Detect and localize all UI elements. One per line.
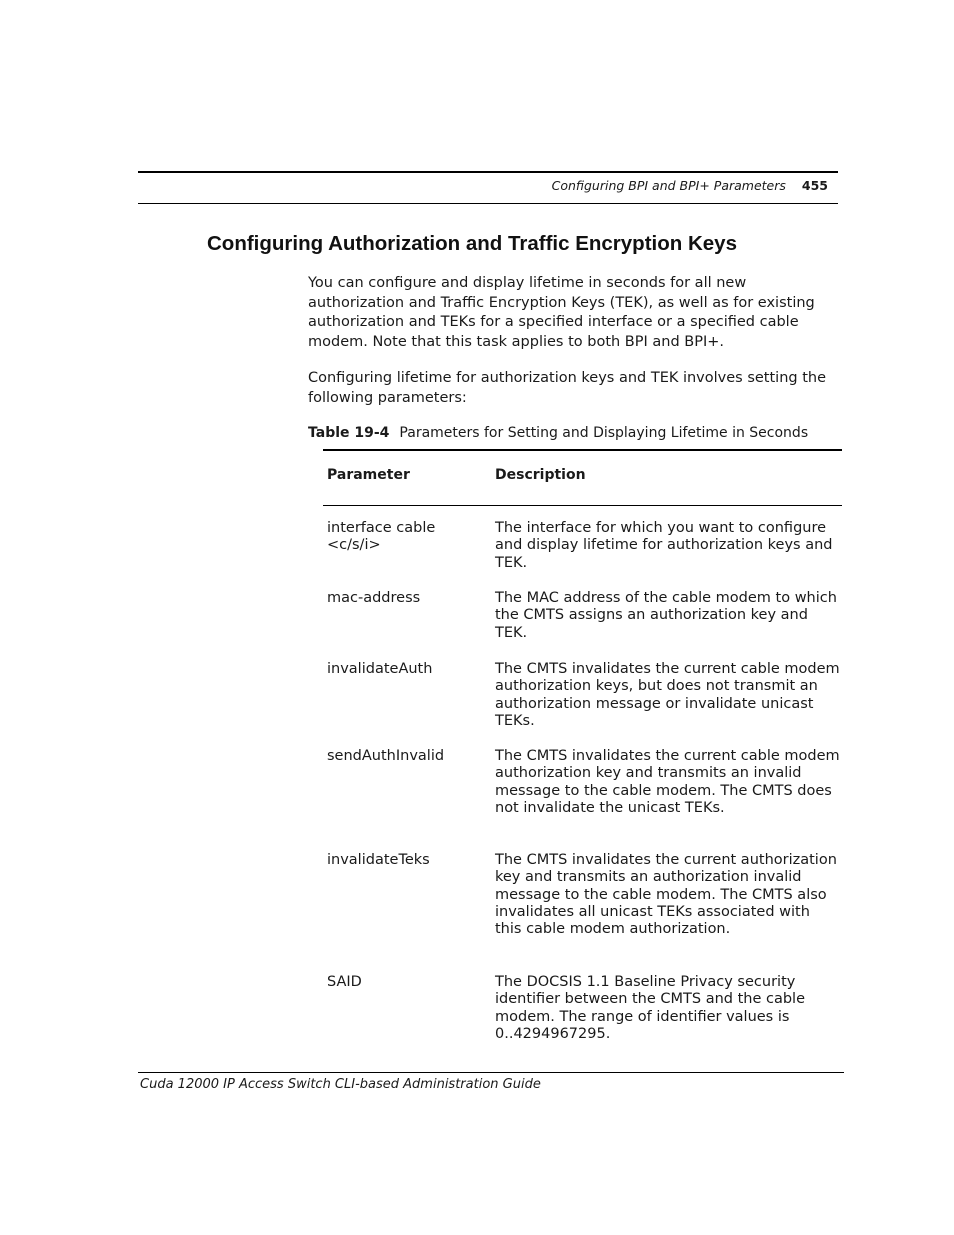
table-row-description: The DOCSIS 1.1 Baseline Privacy security identifier between the CMTS and the cable modem. The range of identifier values is 0..4294967295. (495, 974, 806, 1042)
table-row-parameter: mac-address (327, 590, 421, 606)
running-header-title: Configuring BPI and BPI+ Parameters (551, 178, 786, 193)
table-row-description: The CMTS invalidates the current cable modem authorization keys, but does not transmit an authorization message or invalidate unicast TEKs. (495, 661, 840, 729)
parameters-paragraph: Configuring lifetime for authorization keys and TEK involves setting the following parameters: (308, 370, 827, 406)
table-row-parameter: sendAuthInvalid (327, 748, 445, 764)
running-header (552, 178, 828, 193)
header-top-rule (138, 171, 838, 173)
table-top-rule (323, 449, 842, 451)
table-row-parameter: invalidateAuth (327, 661, 433, 677)
table-header-rule (323, 505, 842, 506)
column-header-parameter: Parameter (327, 467, 410, 483)
footer-text: Cuda 12000 IP Access Switch CLI-based Administration Guide (140, 1077, 541, 1092)
section-heading: Configuring Authorization and Traffic Encryption Keys (207, 232, 737, 255)
table-caption-label: Table 19-4 (308, 425, 390, 441)
table-row-description: The CMTS invalidates the current authorization key and transmits an authorization invalid message to the cable modem. The CMTS also invalidates all unicast TEKs associated with this cable modem authorization. (495, 852, 837, 938)
table-row-description: The interface for which you want to configure and display lifetime for authorization keys and TEK. (495, 520, 833, 571)
column-header-description: Description (495, 467, 586, 483)
table-row-parameter: invalidateTeks (327, 852, 430, 868)
intro-paragraph: You can configure and display lifetime in seconds for all new authorization and Traffic Encryption Keys (TEK), as well as for existing authorization and TEKs for a specified interface or a specified cable modem. Note that this task applies to both BPI and BPI+. (308, 275, 815, 350)
table-caption-text: Parameters for Setting and Displaying Lifetime in Seconds (399, 425, 809, 441)
footer-rule (138, 1072, 844, 1073)
page-number: 455 (801, 178, 828, 193)
table-row-description: The CMTS invalidates the current cable modem authorization key and transmits an invalid message to the cable modem. The CMTS does not invalidate the unicast TEKs. (495, 748, 840, 816)
header-bottom-rule (138, 203, 838, 204)
table-row-description: The MAC address of the cable modem to which the CMTS assigns an authorization key and TEK. (495, 590, 837, 641)
table-row-parameter: interface cable <c/s/i> (327, 520, 436, 554)
table-caption (308, 425, 808, 441)
table-row-parameter: SAID (327, 974, 362, 990)
